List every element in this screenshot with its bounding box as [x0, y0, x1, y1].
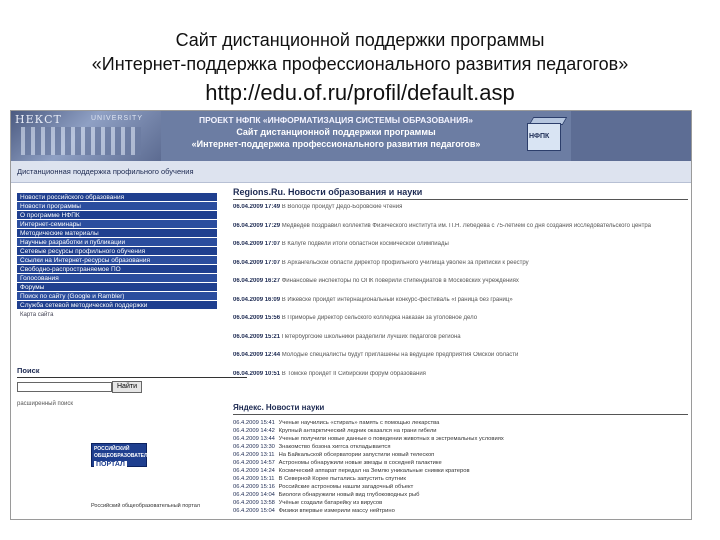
news-date: 06.04.2009 12:44: [233, 352, 281, 358]
news-date: 06.04.2009 10:51: [233, 370, 281, 377]
site-banner: [11, 111, 692, 161]
news-text: В Вологде пройдут Дедо-Боровские чтения: [281, 204, 403, 210]
search-heading: Поиск: [17, 366, 247, 378]
news-text: В Северной Корее пытались запустить спутник: [278, 476, 406, 482]
news-date: 06.4.2009 13:58: [233, 500, 275, 506]
science-news-item[interactable]: [233, 507, 688, 515]
menu-item-site-search[interactable]: Поиск по сайту (Google и Rambler): [17, 292, 217, 301]
menu-item-free-software[interactable]: Свободно-распространяемое ПО: [17, 265, 217, 274]
portal-banner[interactable]: [91, 443, 164, 468]
menu-item-education-links[interactable]: Ссылки на Интернет-ресурсы образования: [17, 256, 217, 265]
science-news-item[interactable]: [233, 459, 688, 467]
banner-site-line2: «Интернет-поддержка профессионального развития педагогов»: [191, 139, 481, 149]
news-text: В Архангельской области директор профильного училища уволен за приписки к реестру: [281, 259, 529, 266]
menu-item-polls[interactable]: Голосования: [17, 274, 217, 283]
science-news-item[interactable]: [233, 483, 688, 491]
slide-title-line2: «Интернет-поддержка профессионального развития педагогов»: [91, 54, 629, 74]
portal-big-label: ПОРТАЛ: [96, 461, 125, 468]
project-title: ПРОЕКТ НФПК «ИНФОРМАТИЗАЦИЯ СИСТЕМЫ ОБРАЗОВАНИЯ»: [198, 115, 474, 125]
yandex-news-block: [233, 403, 688, 515]
regions-news-block: [233, 187, 688, 389]
news-text: Астрономы обнаружили новые звезды в соседней галактике: [278, 460, 442, 466]
news-item[interactable]: [233, 204, 688, 212]
news-date: 06.04.2009 16:09: [233, 296, 281, 303]
news-text: В Калуге подвели итоги областной космической олимпиады: [281, 241, 449, 247]
news-date: 06.4.2009 14:24: [233, 468, 275, 474]
banner-site-line1: Сайт дистанционной поддержки программы: [236, 127, 436, 137]
university-logo: НЕКСТ: [15, 113, 62, 126]
website-screenshot: [10, 110, 692, 520]
menu-item-methodical-materials[interactable]: Методические материалы: [17, 229, 217, 238]
news-text: Биологи обнаружили новый вид глубоководных рыб: [278, 492, 420, 498]
menu-item-about-program[interactable]: О программе НФПК: [17, 211, 217, 220]
news-item[interactable]: [233, 297, 688, 305]
news-date: 06.4.2009 13:11: [233, 452, 275, 458]
news-date: 06.04.2009 16:27: [233, 278, 281, 284]
science-news-item[interactable]: [233, 491, 688, 499]
sidebar-menu: [17, 193, 217, 318]
news-item[interactable]: [233, 223, 688, 231]
science-news-item[interactable]: [233, 443, 688, 451]
news-text: На Байкальской обсерватории запустили новый телескоп: [278, 452, 435, 458]
menu-item-forums[interactable]: Форумы: [17, 283, 217, 292]
banner-right-panel: [571, 111, 692, 161]
science-news-item[interactable]: [233, 467, 688, 475]
news-text: Знакомство бозона хиггса откладывается: [278, 444, 391, 450]
news-date: 06.4.2009 13:44: [233, 436, 275, 442]
news-text: Крупный антарктический ледник оказался на грани гибели: [278, 428, 437, 434]
news-text: Медведев поздравил коллектив Физического института им. П.Н. Лебедева с 75-летием со дня создания исследовательского центра: [281, 222, 652, 229]
news-date: 06.4.2009 15:16: [233, 484, 275, 490]
menu-item-internet-seminars[interactable]: Интернет-семинары: [17, 220, 217, 229]
science-news-item[interactable]: [233, 451, 688, 459]
news-text: Ученые получили новые данные о поведении животных в экстремальных условиях: [278, 436, 504, 442]
news-date: 06.04.2009 15:56: [233, 315, 281, 321]
news-text: Петербургские школьники разделили лучших педагогов региона: [281, 333, 461, 340]
news-item[interactable]: [233, 315, 688, 323]
advanced-search-link[interactable]: расширенный поиск: [17, 401, 74, 407]
news-date: 06.4.2009 14:57: [233, 460, 275, 466]
nfpk-box-icon: [521, 115, 567, 157]
news-item[interactable]: [233, 241, 688, 249]
news-text: Учёные создали батарейку из вирусов: [278, 500, 383, 506]
news-text: Финансовые инспекторы по ОПК поверили стипендиатов в Московских учреждениях: [281, 278, 519, 284]
menu-item-russian-education-news[interactable]: Новости российского образования: [17, 193, 217, 202]
slide-title-line1: Сайт дистанционной поддержки программы: [175, 30, 545, 50]
portal-line2: ОБЩЕОБРАЗОВАТЕЛЬНЫЙ: [94, 453, 164, 459]
menu-item-support-service[interactable]: Служба сетевой методической поддержки: [17, 301, 217, 310]
site-url: http://edu.of.ru/profil/default.asp: [205, 80, 515, 105]
yandex-news-heading[interactable]: Яндекс. Новости науки: [233, 403, 688, 415]
bottom-logo: Российский общеобразовательный портал: [91, 503, 200, 509]
news-text: В Томске пройдет II Сибирский форум образования: [281, 370, 426, 377]
news-text: Ученые научились «стирать» память с помощью лекарства: [278, 420, 440, 426]
news-date: 06.4.2009 14:04: [233, 492, 275, 498]
science-news-item[interactable]: [233, 427, 688, 435]
sitemap-link[interactable]: Карта сайта: [20, 312, 54, 318]
news-date: 06.04.2009 17:49: [233, 204, 281, 210]
science-news-item[interactable]: [233, 435, 688, 443]
science-news-item[interactable]: [233, 475, 688, 483]
menu-item-network-resources[interactable]: Сетевые ресурсы профильного обучения: [17, 247, 217, 256]
news-date: 06.4.2009 15:04: [233, 508, 275, 514]
news-text: Российские астрономы нашли загадочный объект: [278, 484, 414, 490]
news-date: 06.04.2009 15:21: [233, 333, 281, 340]
news-date: 06.04.2009 17:29: [233, 222, 281, 229]
university-label: UNIVERSITY: [91, 115, 144, 122]
news-date: 06.04.2009 17:07: [233, 259, 281, 266]
news-date: 06.4.2009 13:30: [233, 444, 275, 450]
menu-item-program-news[interactable]: Новости программы: [17, 202, 217, 211]
news-date: 06.4.2009 15:11: [233, 476, 275, 482]
portal-line1: РОССИЙСКИЙ: [94, 446, 130, 452]
news-item[interactable]: [233, 260, 688, 268]
news-text: В Ижевске пройдет интернациональный конкурс-фестиваль «Граница без границ»: [281, 296, 513, 303]
news-date: 06.04.2009 17:07: [233, 241, 281, 247]
science-news-item[interactable]: [233, 419, 688, 427]
nfpk-box-label: НФПК: [529, 133, 550, 140]
news-item[interactable]: [233, 371, 688, 379]
news-item[interactable]: [233, 352, 688, 360]
search-input[interactable]: [17, 382, 112, 392]
slide-title: [0, 28, 720, 76]
news-text: Физики впервые измерили массу нейтрино: [278, 508, 395, 514]
news-text: В Приморье директор сельского колледжа наказан за уголовное дело: [281, 315, 478, 321]
regions-news-heading[interactable]: Regions.Ru. Новости образования и науки: [233, 187, 688, 200]
news-item[interactable]: [233, 278, 688, 286]
news-date: 06.4.2009 15:41: [233, 420, 275, 426]
menu-item-research-publications[interactable]: Научные разработки и публикации: [17, 238, 217, 247]
news-date: 06.4.2009 14:42: [233, 428, 275, 434]
banner-title: [161, 114, 511, 150]
news-item[interactable]: [233, 334, 688, 342]
news-text: Молодые специалисты будут приглашены на ведущие предприятия Омской области: [281, 352, 519, 358]
news-text: Космический аппарат передал на Землю уникальные снимки кратеров: [278, 468, 470, 474]
site-subheader: Дистанционная поддержка профильного обучения: [11, 161, 692, 183]
science-news-item[interactable]: [233, 499, 688, 507]
search-button[interactable]: Найти: [112, 381, 142, 393]
